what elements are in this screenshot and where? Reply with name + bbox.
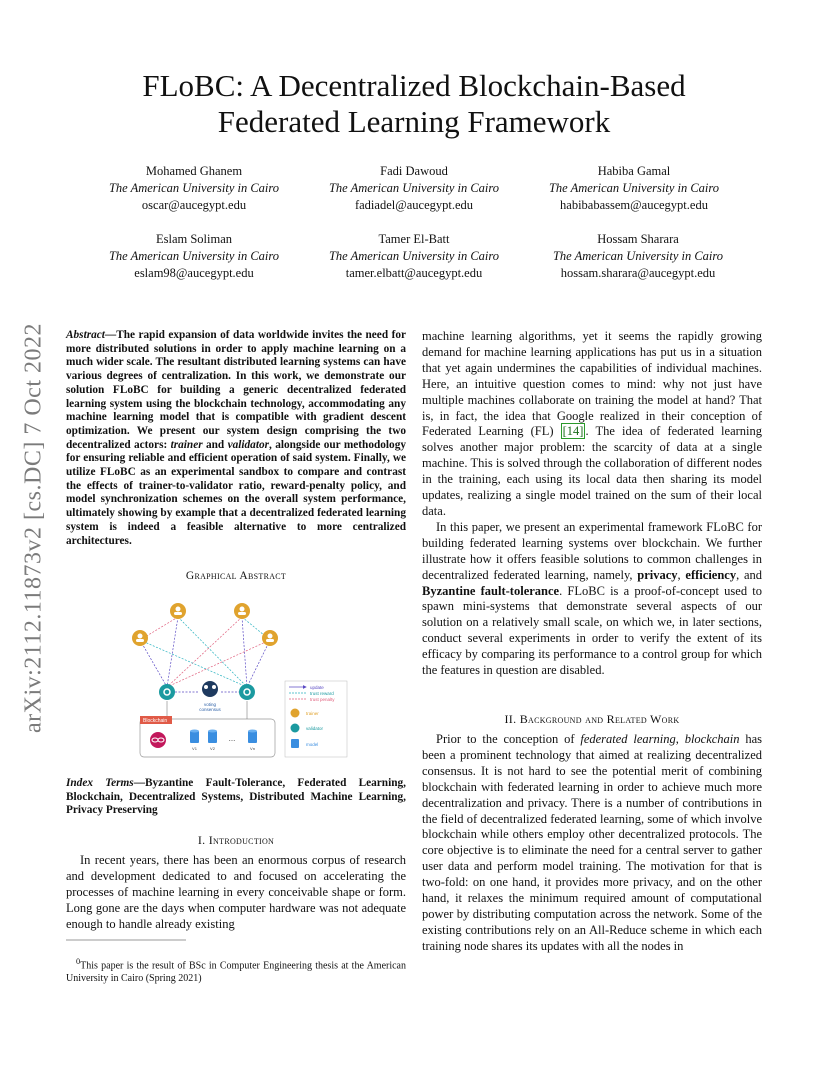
author-email: habibabassem@aucegypt.edu bbox=[560, 198, 708, 212]
author-email: oscar@aucegypt.edu bbox=[141, 198, 247, 212]
author-name: Mohamed Ghanem bbox=[145, 164, 243, 178]
author-block-1 bbox=[79, 163, 309, 214]
abstract-text-2: , alongside our methodology for ensuring reliable and efficient operation of said system. Finally, we utilize FLoBC as an experimental sandbox to compare and contrast the effects of trainer-to-validator ratio, reward-penalty policy, and model synchronization schemes on the overall system performance, ultimately showing by example that a decentralized federated learning system is indeed a feasible alternative to more centralized architectures. bbox=[66, 438, 406, 547]
legend-trainer-icon bbox=[291, 709, 300, 718]
legend-update: update bbox=[310, 685, 324, 690]
arxiv-identifier: arXiv:2112.11873v2 [cs.DC] 7 Oct 2022 bbox=[20, 323, 47, 733]
p3-text-1: Prior to the conception of bbox=[436, 732, 581, 746]
abstract bbox=[66, 329, 406, 548]
author-affiliation: The American University in Cairo bbox=[548, 181, 720, 195]
p3-sep: , bbox=[675, 732, 685, 746]
trainer-node-2 bbox=[234, 603, 250, 619]
footnote-text: This paper is the result of BSc in Computer Engineering thesis at the American University in Cairo (Spring 2021) bbox=[66, 960, 406, 984]
graphical-abstract-title: Graphical Abstract bbox=[185, 570, 287, 582]
author-email: tamer.elbatt@aucegypt.edu bbox=[345, 266, 483, 280]
index-terms bbox=[66, 777, 406, 818]
author-affiliation: The American University in Cairo bbox=[108, 249, 280, 263]
paper-title bbox=[40, 68, 788, 140]
p2-byzantine: Byzantine fault-tolerance bbox=[422, 583, 560, 598]
right-paragraph-3 bbox=[422, 732, 762, 955]
p3-blockchain: blockchain bbox=[684, 732, 740, 746]
footnote bbox=[66, 946, 406, 995]
author-affiliation: The American University in Cairo bbox=[328, 181, 500, 195]
legend-model: model bbox=[306, 742, 319, 747]
ellipsis-label: ... bbox=[228, 734, 236, 743]
abstract-validator: validator bbox=[227, 438, 269, 451]
author-block-5 bbox=[299, 231, 529, 282]
author-name: Eslam Soliman bbox=[155, 232, 233, 246]
vn-label: Vn bbox=[250, 746, 255, 751]
trainer-node-1 bbox=[170, 603, 186, 619]
p2-efficiency: efficiency bbox=[685, 567, 737, 582]
legend-model-icon bbox=[291, 739, 299, 748]
abstract-trainer: trainer bbox=[170, 438, 203, 451]
blockchain-label: Blockchain bbox=[143, 718, 168, 724]
footnote-mark: 0 bbox=[76, 957, 81, 966]
abstract-label: Abstract bbox=[66, 329, 105, 341]
author-name: Fadi Dawoud bbox=[380, 164, 448, 178]
introduction-text bbox=[66, 853, 406, 933]
right-column-top bbox=[422, 329, 762, 679]
legend-trust-reward: trust reward bbox=[310, 691, 334, 696]
p3-federated-learning: federated learning bbox=[580, 732, 676, 746]
v2-label: V2 bbox=[210, 746, 215, 751]
footnote-rule bbox=[66, 939, 406, 941]
title-line-1: FLoBC: A Decentralized Blockchain-Based bbox=[142, 68, 686, 103]
author-block-4 bbox=[79, 231, 309, 282]
author-email: fadiadel@aucegypt.edu bbox=[354, 198, 474, 212]
p3-text-2: has been a prominent technology that aimed at realizing decentralized consensus. It is not hard to see the potential merit of combining blockchain with federated learning in order to achieve much more decentralization and privacy. There is a number of contributions in the field of decentralized federated learning, some of which involve blockchain while others employ other decentralized protocols. The core objective is to eliminate the need for a central server to gather user data and perform model training. The motivation for that is two-fold: on one hand, it provides more privacy, and on the other hand, it relaxes the minimum required amount of computational power by distributing computation across the network. Some of the existing contributions rely on an All-Reduce scheme in which each training node shares its updates with all the nodes in bbox=[422, 732, 763, 953]
voting-label: voting bbox=[203, 702, 217, 707]
section-heading-background: II. Background and Related Work bbox=[504, 712, 680, 726]
validator-node-1 bbox=[159, 684, 175, 700]
author-affiliation: The American University in Cairo bbox=[108, 181, 280, 195]
p2-sep-2: , and bbox=[736, 567, 763, 582]
author-name: Tamer El-Batt bbox=[378, 232, 450, 246]
section-heading-introduction: I. Introduction bbox=[197, 833, 275, 847]
index-terms-label: Index Terms bbox=[66, 777, 134, 789]
author-affiliation: The American University in Cairo bbox=[552, 249, 724, 263]
right-paragraph-2 bbox=[422, 520, 762, 679]
graphical-abstract-diagram bbox=[120, 595, 350, 760]
title-line-2: Federated Learning Framework bbox=[217, 104, 611, 139]
consensus-label: consensus bbox=[199, 707, 221, 712]
p1-text-1: machine learning algorithms, yet it seems the rapidly growing demand for machine learning applications has put us in a situation that yet again undermines the capabilities of individual machines. Here, an intuitive question comes to mind: why not just have multiple machines collaborate on training the model at hand? That is, in fact, the idea that Google realized in their conception of Federated Learning (FL) bbox=[422, 329, 762, 439]
legend-validator-icon bbox=[291, 724, 300, 733]
abstract-text-1: —The rapid expansion of data worldwide invites the need for more distributed solutions in order to apply machine learning on a much wider scale. The resultant distributed learning systems can have various degrees of centralization. In this work, we demonstrate our solution FLoBC for building a generic decentralized federated learning system using the blockchain technology, accommodating any machine learning model that is compatible with gradient descent optimization. We present our system design comprising the two decentralized actors: bbox=[66, 329, 406, 451]
p2-sep-1: , bbox=[677, 567, 686, 582]
author-block-6 bbox=[523, 231, 753, 282]
v1-label: V1 bbox=[192, 746, 197, 751]
graphical-abstract-figure bbox=[120, 595, 350, 760]
trainer-node-3 bbox=[132, 630, 148, 646]
author-name: Habiba Gamal bbox=[597, 164, 671, 178]
author-email: eslam98@aucegypt.edu bbox=[134, 266, 254, 280]
legend-validator: validator bbox=[306, 726, 324, 731]
author-affiliation: The American University in Cairo bbox=[328, 249, 500, 263]
trainer-node-4 bbox=[262, 630, 278, 646]
abstract-and: and bbox=[202, 438, 228, 451]
intro-paragraph: In recent years, there has been an enormous corpus of research and development dedicated to and focused on accelerating the processes of machine learning in every conceivable shape or form. Long gone are the days when computer hardware was not adequate enough to handle already existing bbox=[66, 853, 406, 931]
index-terms-text: —Byzantine Fault-Tolerance, Federated Learning, Blockchain, Decentralized Systems, Distributed Machine Learning, Privacy Preserving bbox=[66, 777, 406, 817]
p2-text-1: In this paper, we present an experimental framework FLoBC for building federated learning systems over blockchain. We further illustrate how it offers feasible solutions to common challenges in decentralized federated learning, namely, bbox=[422, 519, 762, 582]
p1-text-2: . The idea of federated learning solves another major problem: the scarcity of data at a single machine. This is solved through the collaboration of different nodes in the training, each using its local data then sharing its model updates, realizing a single model trained on the sum of their local data. bbox=[422, 424, 763, 518]
right-column-bottom bbox=[422, 732, 762, 955]
legend-trust-penalty: trust penalty bbox=[310, 697, 335, 702]
validator-node-2 bbox=[239, 684, 255, 700]
connection-lines bbox=[140, 617, 270, 687]
p2-privacy: privacy bbox=[637, 567, 678, 582]
p2-text-2: . FLoBC is a proof-of-concept used to spawn mini-systems that demonstrate several aspects of our solution on a relatively small scale, on which we, in later sections, conduct several experiments in order to verify the extent of its efficacy by comparing its performance to a control group for which the features in question are disabled. bbox=[422, 583, 762, 678]
citation-14-link[interactable]: [14] bbox=[562, 424, 584, 439]
right-paragraph-1 bbox=[422, 329, 762, 520]
author-email: hossam.sharara@aucegypt.edu bbox=[560, 266, 716, 280]
diagram-legend bbox=[285, 681, 347, 757]
author-block-3 bbox=[519, 163, 749, 214]
arxiv-sidebar bbox=[6, 300, 62, 760]
author-name: Hossam Sharara bbox=[597, 232, 679, 246]
author-block-2 bbox=[299, 163, 529, 214]
legend-trainer: trainer bbox=[306, 711, 319, 716]
voting-consensus-icon bbox=[199, 681, 221, 712]
